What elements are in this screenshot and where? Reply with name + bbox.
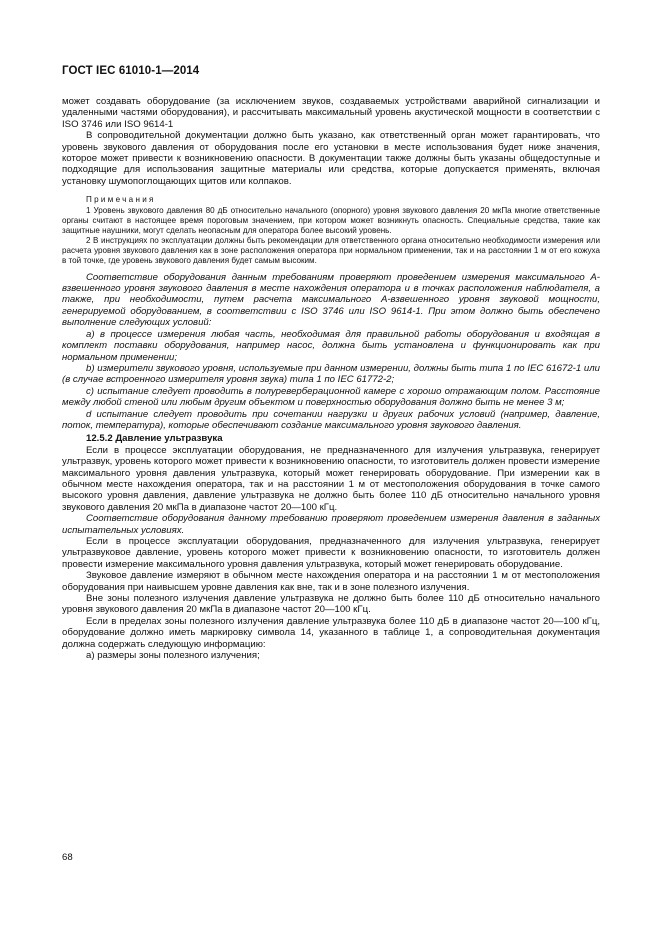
conformity-check-ultrasound: Соответствие оборудования данному требованию проверяют проведением измерения давления в заданных испытательных условиях. [62, 513, 600, 536]
paragraph-inside-zone: Если в пределах зоны полезного излучения давление ультразвука более 110 дБ в диапазоне частот 20—100 кГц, оборудование должно иметь маркировку символа 14, указанного в таблице 1, а сопроводительная документация должна содержать следующую информацию: [62, 615, 600, 650]
paragraph-outside-zone: Вне зоны полезного излучения давление ультразвука не должно быть более 110 дБ относительно начального уровня звукового давления 20 мкПа в диапазоне частот 20—100 кГц. [62, 593, 600, 616]
list-item-a: a) размеры зоны полезного излучения; [86, 650, 260, 662]
paragraph-measurement: Звуковое давление измеряют в обычном месте нахождения оператора и на расстоянии 1 м от местоположения оборудования при наивысшем уровне давления как вне, так и в зоне полезного излучения. [62, 570, 600, 593]
note-2: 2 В инструкциях по эксплуатации должны быть рекомендации для ответственного органа относительно необходимости измерения или расчета уровня звукового давления как в зоне расположения оператора при нормальном применении, так и на расстоянии 1 м от его кожуха в той точке, где уровень звукового давления будет самым высоким. [62, 235, 600, 265]
condition-c: c) испытание следует проводить в полуреверберационной камере с хорошо отражающим полом. Расстояние между любой стеной или любым другим объектом и поверхностью оборудования должно быть не менее 3 м; [62, 385, 600, 409]
condition-d: d испытание следует проводить при сочетании нагрузки и других рабочих условий (например, давление, поток, температура), которые обеспечивают создание максимального уровня звукового давления. [62, 408, 600, 431]
conformity-check-sound: Соответствие оборудования данным требованиям проверяют проведением измерения максимального А-взвешенного уровня звукового давления в месте нахождения оператора и в точках расположения наблюдателя, а также, при необходимости, путем расчета максимального А-взвешенного уровня звуковой мощности, генерируемой оборудованием, в соответствии с ISO 3746 или ISO 9614-1. При этом должно быть обеспечено выполнение следующих условий: [62, 271, 600, 329]
paragraph-sound-power: может создавать оборудование (за исключением звуков, создаваемых устройствами аварийной сигнализации и удаленными частями оборудования), и рассчитывать максимальный уровень акустической мощности в соответствии с ISO 3746 или ISO 9614-1 [62, 96, 600, 130]
page-number: 68 [62, 852, 73, 863]
section-heading-ultrasound: 12.5.2 Давление ультразвука [86, 433, 223, 445]
condition-a: a) в процессе измерения любая часть, необходимая для правильной работы оборудования и входящая в комплект поставки оборудования, например насос, должна быть установлена и функционировать как при нормальном применении; [62, 328, 600, 363]
document-header: ГОСТ IEC 61010-1—2014 [62, 65, 200, 77]
paragraph-ultrasound-unintended: Если в процессе эксплуатации оборудования, не предназначенного для излучения ультразвука, генерирует ультразвук, уровень которого может привести к возникновению опасности, то изготовитель должен провести измерение максимального уровня давления ультразвука, который может генерировать оборудование. При измерении как в обычном месте нахождения оператора, так и на расстоянии 1 м от местоположения оборудования в точке самого высокого уровня давления, давление ультразвука не должно быть более 110 дБ относительно начального уровня звукового давления 20 мкПа в диапазоне частот 20—100 кГц. [62, 444, 600, 513]
condition-b: b) измерители звукового уровня, используемые при данном измерении, должны быть типа 1 по IEC 61672-1 или (в случае встроенного измерителя уровня звука) типа 1 по IEC 61772-2; [62, 362, 600, 386]
notes-title: Примечания [86, 195, 156, 205]
note-1: 1 Уровень звукового давления 80 дБ относительно начального (опорного) уровня звукового давления 20 мкПа многие ответственные органы считают в настоящее время пороговым значением, при котором может возникнуть опасность. Специальные средства, такие как защитные наушники, могут сделать неопасным для оператора более высокий уровень. [62, 205, 600, 235]
document-body [62, 96, 600, 661]
paragraph-ultrasound-intended: Если в процессе эксплуатации оборудования, предназначенного для излучения ультразвука, генерирует ультразвуковое давление, уровень которого может привести к возникновению опасности, то изготовитель должен провести измерение максимального уровня давления ультразвука, который может генерировать оборудование. [62, 536, 600, 570]
paragraph-documentation: В сопроводительной документации должно быть указано, как ответственный орган может гарантировать, что уровень звукового давления от оборудования после его установки в месте использования будет ниже значения, которое может привести к возникновению опасности. В документации также должны быть указаны общедоступные и подходящие для использования защитные материалы или средства, которые допускается применять, включая установку шумопоглощающих щитов или колпаков. [62, 130, 600, 187]
